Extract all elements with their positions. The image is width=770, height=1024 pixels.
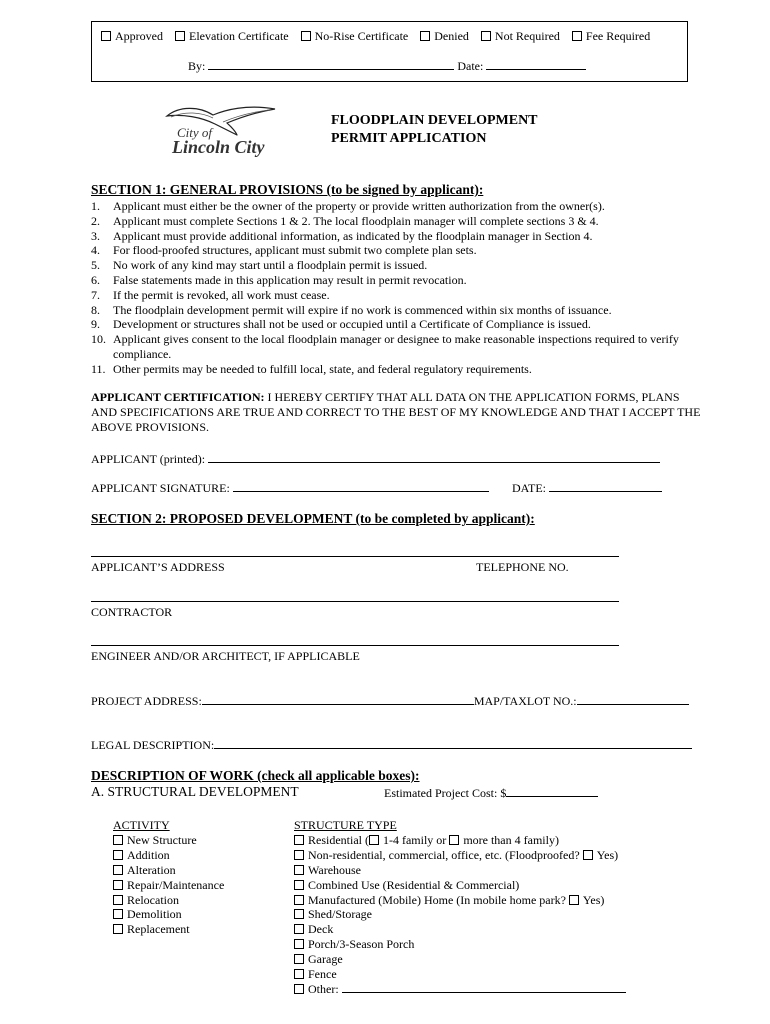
project-address-label: PROJECT ADDRESS: xyxy=(91,694,202,708)
by-field[interactable] xyxy=(208,69,454,70)
activity-label: Repair/Maintenance xyxy=(127,877,225,892)
fee-required-option[interactable] xyxy=(572,29,650,43)
provision-number: 5. xyxy=(91,258,100,273)
checkbox-icon[interactable] xyxy=(113,880,123,890)
structure-label: Deck xyxy=(308,922,334,937)
project-address-row xyxy=(91,694,689,709)
form-title-line2: PERMIT APPLICATION xyxy=(331,131,487,146)
checkbox-icon[interactable] xyxy=(294,969,304,979)
activity-column xyxy=(113,818,224,937)
city-logo xyxy=(165,103,277,159)
provision-item xyxy=(91,303,691,318)
engineer-field[interactable] xyxy=(91,645,619,646)
checkbox-icon[interactable] xyxy=(113,924,123,934)
provision-number: 4. xyxy=(91,243,100,258)
provision-number: 7. xyxy=(91,287,100,302)
provision-number: 1. xyxy=(91,199,100,213)
structure-label: Non-residential, commercial, office, etc. (Floodproofed? xyxy=(308,847,580,862)
structure-manufactured-home[interactable] xyxy=(294,893,626,908)
fee-required-label: Fee Required xyxy=(585,29,651,43)
provision-text: Applicant must provide additional information, as indicated by the floodplain manager in Section 4. xyxy=(113,228,593,243)
checkbox-icon[interactable] xyxy=(113,895,123,905)
structure-deck[interactable] xyxy=(294,922,626,937)
provisions-list xyxy=(91,199,691,377)
activity-label: Demolition xyxy=(127,907,182,922)
activity-demolition[interactable] xyxy=(113,907,224,922)
no-rise-certificate-label: No-Rise Certificate xyxy=(314,29,409,43)
telephone-label: TELEPHONE NO. xyxy=(476,560,569,574)
no-rise-certificate-option[interactable] xyxy=(301,29,409,43)
structure-label: Fence xyxy=(308,967,337,982)
checkbox-icon[interactable] xyxy=(569,895,579,905)
office-by-row xyxy=(188,59,586,74)
signature-date-field[interactable] xyxy=(549,491,662,492)
office-use-box xyxy=(91,21,688,82)
checkbox-icon[interactable] xyxy=(294,865,304,875)
structure-label: Yes) xyxy=(582,892,605,907)
applicant-signature-label: APPLICANT SIGNATURE: xyxy=(91,481,230,495)
checkbox-icon[interactable] xyxy=(449,835,459,845)
other-field[interactable] xyxy=(342,992,626,993)
activity-addition[interactable] xyxy=(113,848,224,863)
activity-heading: ACTIVITY xyxy=(113,818,170,832)
provision-text: Applicant must either be the owner of the property or provide written authorization from the owner(s). xyxy=(113,199,605,213)
applicant-address-field[interactable] xyxy=(91,556,619,557)
signature-date-label: DATE: xyxy=(512,481,546,495)
provision-item xyxy=(91,199,691,214)
office-checkbox-row xyxy=(101,29,650,44)
provision-text: Other permits may be needed to fulfill local, state, and federal regulatory requirements. xyxy=(113,361,532,376)
form-title-line1: FLOODPLAIN DEVELOPMENT xyxy=(331,113,538,128)
structure-porch[interactable] xyxy=(294,937,626,952)
structure-label: Garage xyxy=(308,952,343,967)
office-date-label: Date: xyxy=(457,59,484,73)
office-date-field[interactable] xyxy=(486,69,586,70)
provision-text: The floodplain development permit will expire if no work is commenced within six months of issuance. xyxy=(113,302,612,317)
provision-number: 11. xyxy=(91,361,106,376)
logo-text-city-of: City of xyxy=(177,125,213,140)
provision-item xyxy=(91,317,691,332)
structure-combined-use[interactable] xyxy=(294,878,626,893)
map-taxlot-label: MAP/TAXLOT NO.: xyxy=(473,694,577,708)
checkbox-icon[interactable] xyxy=(294,909,304,919)
structure-warehouse[interactable] xyxy=(294,863,626,878)
checkbox-icon[interactable] xyxy=(294,850,304,860)
section2-heading: SECTION 2: PROPOSED DEVELOPMENT (to be completed by applicant): xyxy=(91,511,535,526)
structure-label: Yes) xyxy=(596,847,619,862)
applicant-certification xyxy=(91,390,701,435)
estimated-cost-row xyxy=(384,786,598,801)
provision-number: 6. xyxy=(91,272,100,287)
not-required-option[interactable] xyxy=(481,29,560,43)
structure-label: Combined Use (Residential & Commercial) xyxy=(308,877,520,892)
elevation-certificate-label: Elevation Certificate xyxy=(189,29,289,43)
structure-label: Residential ( xyxy=(308,832,369,847)
not-required-label: Not Required xyxy=(494,29,560,43)
structure-label: 1-4 family or xyxy=(382,832,447,847)
approved-option[interactable] xyxy=(101,29,163,43)
applicant-signature-row xyxy=(91,481,489,496)
provision-item xyxy=(91,243,691,258)
legal-description-label: LEGAL DESCRIPTION: xyxy=(91,738,215,752)
checkbox-icon[interactable] xyxy=(481,31,491,41)
project-address-field[interactable] xyxy=(202,704,474,705)
checkbox-icon[interactable] xyxy=(294,895,304,905)
checkbox-icon[interactable] xyxy=(113,850,123,860)
structure-shed-storage[interactable] xyxy=(294,907,626,922)
activity-new-structure[interactable] xyxy=(113,833,224,848)
provision-text: Applicant gives consent to the local floodplain manager or designee to make reasonable inspections required to verify compliance. xyxy=(113,332,679,361)
structural-development-label: A. STRUCTURAL DEVELOPMENT xyxy=(91,784,299,799)
contractor-field[interactable] xyxy=(91,601,619,602)
structure-other[interactable] xyxy=(294,982,626,997)
provision-text: Development or structures shall not be used or occupied until a Certificate of Compliance is issued. xyxy=(113,317,591,332)
structure-label: Shed/Storage xyxy=(308,907,372,922)
applicant-address-label: APPLICANT’S ADDRESS xyxy=(91,560,225,574)
structure-label: Warehouse xyxy=(308,862,362,877)
provision-number: 2. xyxy=(91,213,100,228)
applicant-printed-label: APPLICANT (printed): xyxy=(91,452,206,466)
provision-number: 3. xyxy=(91,228,100,243)
estimated-cost-label: Estimated Project Cost: $ xyxy=(384,786,507,800)
checkbox-icon[interactable] xyxy=(294,984,304,994)
provision-item xyxy=(91,332,691,362)
checkbox-icon[interactable] xyxy=(113,865,123,875)
checkbox-icon[interactable] xyxy=(113,835,123,845)
checkbox-icon[interactable] xyxy=(294,880,304,890)
activity-alteration[interactable] xyxy=(113,863,224,878)
checkbox-icon[interactable] xyxy=(294,954,304,964)
structure-label: more than 4 family) xyxy=(463,832,559,847)
provision-item xyxy=(91,288,691,303)
checkbox-icon[interactable] xyxy=(294,924,304,934)
checkbox-icon[interactable] xyxy=(420,31,430,41)
provision-item xyxy=(91,362,691,377)
legal-description-row xyxy=(91,738,692,753)
provision-number: 10. xyxy=(91,332,106,347)
description-of-work-heading: DESCRIPTION OF WORK (check all applicable boxes): xyxy=(91,768,420,783)
signature-date-row xyxy=(512,481,662,496)
provision-number: 9. xyxy=(91,317,100,332)
activity-label: Alteration xyxy=(127,862,176,877)
checkbox-icon[interactable] xyxy=(294,939,304,949)
structure-nonresidential[interactable] xyxy=(294,848,626,863)
activity-label: Relocation xyxy=(127,892,179,907)
applicant-printed-field[interactable] xyxy=(208,462,660,463)
activity-label: Addition xyxy=(127,847,170,862)
provision-text: For flood-proofed structures, applicant must submit two complete plan sets. xyxy=(113,243,477,258)
elevation-certificate-option[interactable] xyxy=(175,29,289,43)
approved-label: Approved xyxy=(115,29,163,43)
checkbox-icon[interactable] xyxy=(572,31,582,41)
checkbox-icon[interactable] xyxy=(301,31,311,41)
structure-type-column xyxy=(294,818,626,997)
checkbox-icon[interactable] xyxy=(369,835,379,845)
structure-residential[interactable] xyxy=(294,833,626,848)
activity-relocation[interactable] xyxy=(113,893,224,908)
activity-replacement[interactable] xyxy=(113,922,224,937)
activity-label: Replacement xyxy=(127,922,190,937)
activity-label: New Structure xyxy=(127,832,197,847)
checkbox-icon[interactable] xyxy=(113,909,123,919)
provision-text: No work of any kind may start until a floodplain permit is issued. xyxy=(113,258,428,273)
certification-label: APPLICANT CERTIFICATION: xyxy=(91,390,265,404)
provision-item xyxy=(91,229,691,244)
provision-text: If the permit is revoked, all work must cease. xyxy=(113,287,330,302)
provision-number: 8. xyxy=(91,302,100,317)
denied-option[interactable] xyxy=(420,29,469,43)
structure-label: Porch/3-Season Porch xyxy=(308,937,415,952)
applicant-printed-row xyxy=(91,452,660,467)
denied-label: Denied xyxy=(434,29,469,43)
logo-text-lincoln-city: Lincoln City xyxy=(172,137,265,157)
section1-heading: SECTION 1: GENERAL PROVISIONS (to be signed by applicant): xyxy=(91,182,484,197)
legal-description-field[interactable] xyxy=(214,748,692,749)
provision-item xyxy=(91,258,691,273)
certification-text: I HEREBY CERTIFY THAT ALL DATA ON THE APPLICATION FORMS, PLANS AND SPECIFICATIONS ARE TRUE AND CORRECT TO THE BEST OF MY KNOWLEDGE AND THAT I ACCEPT THE ABOVE PROVISIONS. xyxy=(91,390,701,434)
applicant-signature-field[interactable] xyxy=(233,491,489,492)
structure-label: Other: xyxy=(308,981,339,996)
structure-garage[interactable] xyxy=(294,952,626,967)
checkbox-icon[interactable] xyxy=(101,31,111,41)
activity-repair-maintenance[interactable] xyxy=(113,878,224,893)
contractor-label: CONTRACTOR xyxy=(91,605,173,619)
provision-text: Applicant must complete Sections 1 & 2. The local floodplain manager will complete sections 3 & 4. xyxy=(113,213,599,228)
checkbox-icon[interactable] xyxy=(583,850,593,860)
engineer-label: ENGINEER AND/OR ARCHITECT, IF APPLICABLE xyxy=(91,649,360,663)
structure-fence[interactable] xyxy=(294,967,626,982)
provision-item xyxy=(91,214,691,229)
checkbox-icon[interactable] xyxy=(175,31,185,41)
map-taxlot-field[interactable] xyxy=(577,704,689,705)
structure-type-heading: STRUCTURE TYPE xyxy=(294,818,397,832)
provision-item xyxy=(91,273,691,288)
provision-text: False statements made in this application may result in permit revocation. xyxy=(113,272,467,287)
checkbox-icon[interactable] xyxy=(294,835,304,845)
estimated-cost-field[interactable] xyxy=(506,796,598,797)
structure-label: Manufactured (Mobile) Home (In mobile home park? xyxy=(308,892,566,907)
by-label: By: xyxy=(188,59,206,73)
